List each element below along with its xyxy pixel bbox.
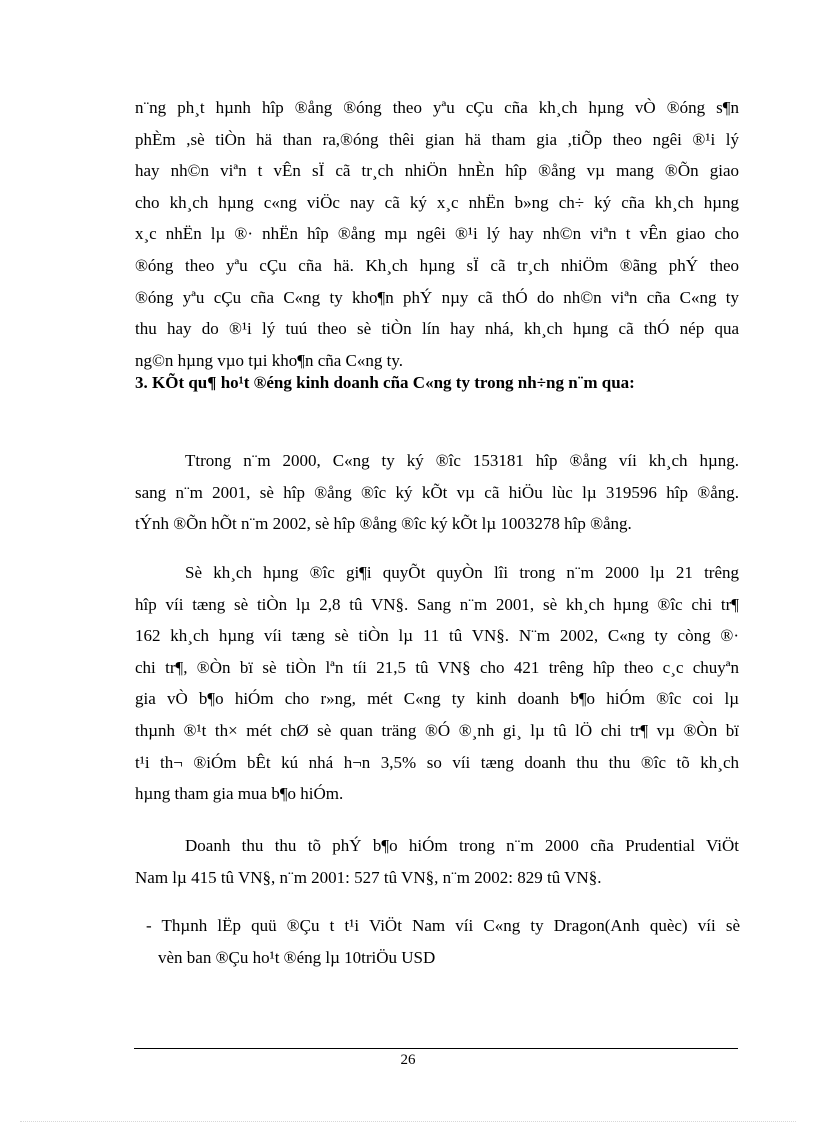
text-line: t¹i th¬ ®iÓm bÊt kú nhá h¬n 3,5% so víi tæng doanh thu thu ®îc tõ kh¸ch <box>135 752 739 772</box>
paragraph-premium-revenue <box>135 830 739 893</box>
list-item-investment-fund <box>146 910 740 973</box>
text-line: vèn ban ®Çu ho¹t ®éng lµ 10triÖu USD <box>158 947 436 967</box>
text-line: Nam lµ 415 tû VN§, n¨m 2001: 527 tû VN§, n¨m 2002: 829 tû VN§. <box>135 867 602 887</box>
text-line: Sè kh¸ch hµng ®îc gi¶i quyÕt quyÒn lîi trong n¨m 2000 lµ 21 trêng <box>185 563 739 582</box>
page-number: 26 <box>400 1052 416 1068</box>
text-line: thµnh ®¹t th× mét chØ sè quan träng ®Ó ®¸nh gi¸ lµ tû lÖ chi tr¶ vµ ®Òn bï <box>135 720 739 740</box>
text-line: cho kh¸ch hµng c«ng viÖc nay cã ký x¸c nhËn b»ng ch÷ ký cña kh¸ch hµng <box>135 192 739 212</box>
text-line: gia vÒ b¶o hiÓm cho r»ng, mét C«ng ty kinh doanh b¶o hiÓm ®îc coi lµ <box>135 689 739 709</box>
page-edge-divider <box>20 1121 796 1122</box>
text-line: Ttrong n¨m 2000, C«ng ty ký ®îc 153181 hîp ®ång víi kh¸ch hµng. <box>185 451 739 470</box>
text-line: sang n¨m 2001, sè hîp ®ång ®îc ký kÕt vµ cã hiÖu lùc lµ 319596 hîp ®ång. <box>135 482 739 502</box>
text-line: hîp víi tæng sè tiÒn lµ 2,8 tû VN§. Sang n¨m 2001, sè kh¸ch hµng ®îc chi tr¶ <box>135 594 739 614</box>
text-line: - Thµnh lËp quü ®Çu t t¹i ViÖt Nam víi C«ng ty Dragon(Anh quèc) víi sè <box>146 916 740 935</box>
footer-divider <box>134 1048 738 1049</box>
text-line: ng©n hµng vµo tµi kho¶n cña C«ng ty. <box>135 350 403 370</box>
text-line: x¸c nhËn lµ ®· nhËn hîp ®ång mµ ngêi ®¹i lý hay nh©n viªn t vÊn giao cho <box>135 224 739 244</box>
text-line: tÝnh ®Õn hÕt n¨m 2002, sè hîp ®ång ®îc ký kÕt lµ 1003278 hîp ®ång. <box>135 514 632 534</box>
text-line: hµng tham gia mua b¶o hiÓm. <box>135 784 344 804</box>
text-line: thu hay do ®¹i lý tuú theo sè tiÒn lín hay nhá, kh¸ch hµng cã thÓ nép qua <box>135 319 739 339</box>
text-line: n¨ng ph¸t hµnh hîp ®ång ®óng theo yªu cÇu cña kh¸ch hµng vÒ ®óng s¶n <box>135 98 739 117</box>
text-line: phÈm ,sè tiÒn hä than ra,®óng thêi gian hä tham gia ,tiÕp theo ngêi ®¹i lý <box>135 129 739 149</box>
text-line: hay nh©n viªn t vÊn sÏ cã tr¸ch nhiÖn hnÈn hîp ®ång vµ mang ®Õn giao <box>135 161 739 181</box>
section-heading: 3. KÕt qu¶ ho¹t ®éng kinh doanh cña C«ng ty trong nh÷ng n¨m qua: <box>135 373 635 392</box>
paragraph-contracts-signed <box>135 445 739 540</box>
text-line: 162 kh¸ch hµng víi tæng sè tiÒn lµ 11 tû VN§. N¨m 2002, C«ng ty còng ®· <box>135 626 739 646</box>
paragraph-claims-paid <box>135 557 739 810</box>
text-line: ®óng yªu cÇu cña C«ng ty kho¶n phÝ nµy cã thÓ do nh©n viªn cña C«ng ty <box>135 287 739 307</box>
text-line: chi tr¶, ®Òn bï sè tiÒn lªn tíi 21,5 tû VN§ cho 421 trêng hîp theo c¸c chuyªn <box>135 657 739 677</box>
text-line: ®óng theo yªu cÇu cña hä. Kh¸ch hµng sÏ cã tr¸ch nhiÖm ®ãng phÝ theo <box>135 255 739 275</box>
text-line: Doanh thu thu tõ phÝ b¶o hiÓm trong n¨m 2000 cña Prudential ViÖt <box>185 836 739 855</box>
paragraph-contract-issuance <box>135 92 739 376</box>
